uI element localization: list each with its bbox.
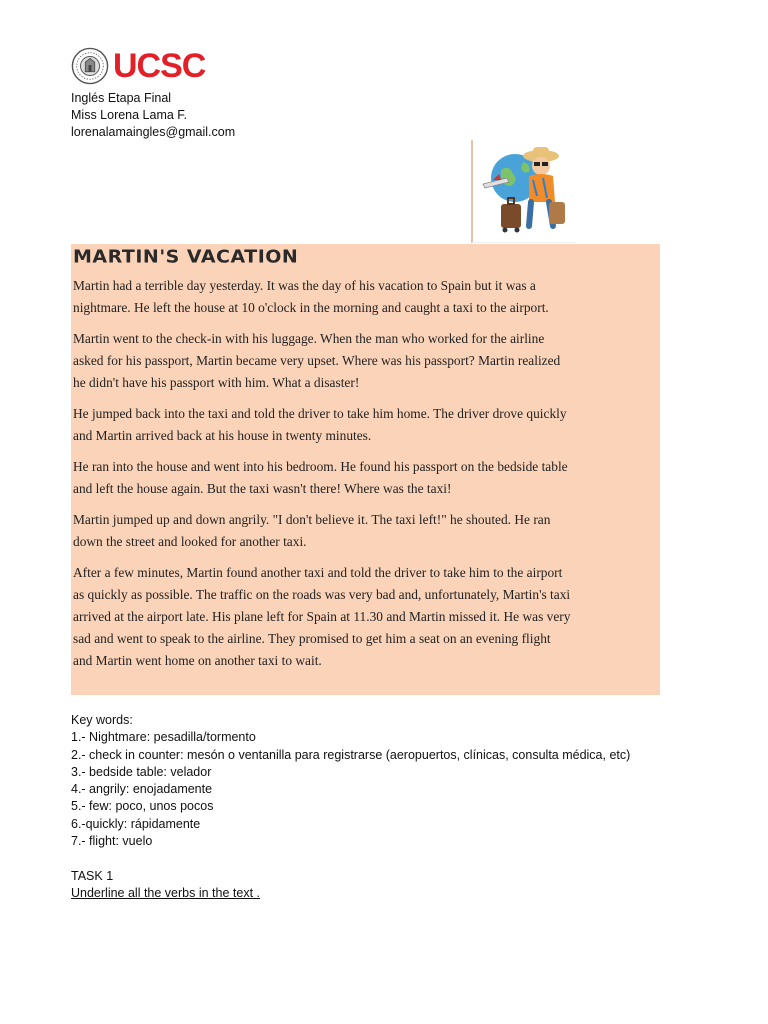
story-paragraph [73,275,660,319]
keyword-item: 3.- bedside table: velador [71,764,212,779]
course-name: Inglés Etapa Final [71,91,172,105]
keywords-section [71,712,630,850]
keyword-item: 7.- flight: vuelo [71,834,153,849]
task-title: TASK 1 [71,869,114,883]
story-line: Martin had a terrible day yesterday. It was the day of his vacation to Spain but it was a [73,278,536,293]
story-line: as quickly as possible. The traffic on the roads was very bad and, unfortunately, Martin's taxi [73,587,571,602]
traveler-illustration [471,140,575,243]
story-title: MARTIN'S VACATION [73,246,299,268]
story-line: He jumped back into the taxi and told the driver to take him home. The driver drove quickly [73,406,567,421]
keyword-item: 6.-quickly: rápidamente [71,816,201,831]
story-line: and Martin arrived back at his house in twenty minutes. [73,428,372,443]
story-paragraph [73,509,660,553]
keyword-item: 2.- check in counter: mesón o ventanilla para registrarse (aeropuertos, clínicas, consulta médica, etc) [71,747,631,762]
story-line: arrived at the airport late. His plane left for Spain at 11.30 and Martin missed it. He was very [73,609,571,624]
story-paragraph [73,456,660,500]
traveler-with-luggage-icon [473,140,573,240]
task-instruction: Underline all the verbs in the text . [71,886,260,900]
story-line: After a few minutes, Martin found another taxi and told the driver to take him to the airport [73,565,563,580]
story-line: down the street and looked for another taxi. [73,534,307,549]
story-line: Martin jumped up and down angrily. "I don't believe it. The taxi left!" he shouted. He ran [73,512,551,527]
story-line: and left the house again. But the taxi wasn't there! Where was the taxi! [73,481,452,496]
keyword-item: 4.- angrily: enojadamente [71,782,213,797]
teacher-name: Miss Lorena Lama F. [71,108,188,122]
ucsc-logo [71,46,205,86]
keyword-item: 5.- few: poco, unos pocos [71,799,214,814]
story-body [73,275,660,672]
story-paragraph [73,328,660,394]
story-line: he didn't have his passport with him. What a disaster! [73,375,360,390]
story-line: and Martin went home on another taxi to wait. [73,653,322,668]
university-seal-icon [71,47,109,85]
keyword-item: 1.- Nightmare: pesadilla/tormento [71,730,256,745]
teacher-email: lorenalamaingles@gmail.com [71,125,236,139]
story-box [71,244,660,695]
story-line: nightmare. He left the house at 10 o'clock in the morning and caught a taxi to the airport. [73,300,549,315]
story-line: sad and went to speak to the airline. They promised to get him a seat on an evening flight [73,631,551,646]
keywords-list [71,729,630,850]
keywords-heading: Key words: [71,713,133,727]
story-paragraph [73,562,660,672]
task-section [71,868,260,902]
story-line: asked for his passport, Martin became very upset. Where was his passport? Martin realized [73,353,561,368]
story-line: He ran into the house and went into his bedroom. He found his passport on the bedside table [73,459,568,474]
logo-text: UCSC [113,47,206,85]
document-header [71,90,235,141]
story-paragraph [73,403,660,447]
story-line: Martin went to the check-in with his luggage. When the man who worked for the airline [73,331,545,346]
